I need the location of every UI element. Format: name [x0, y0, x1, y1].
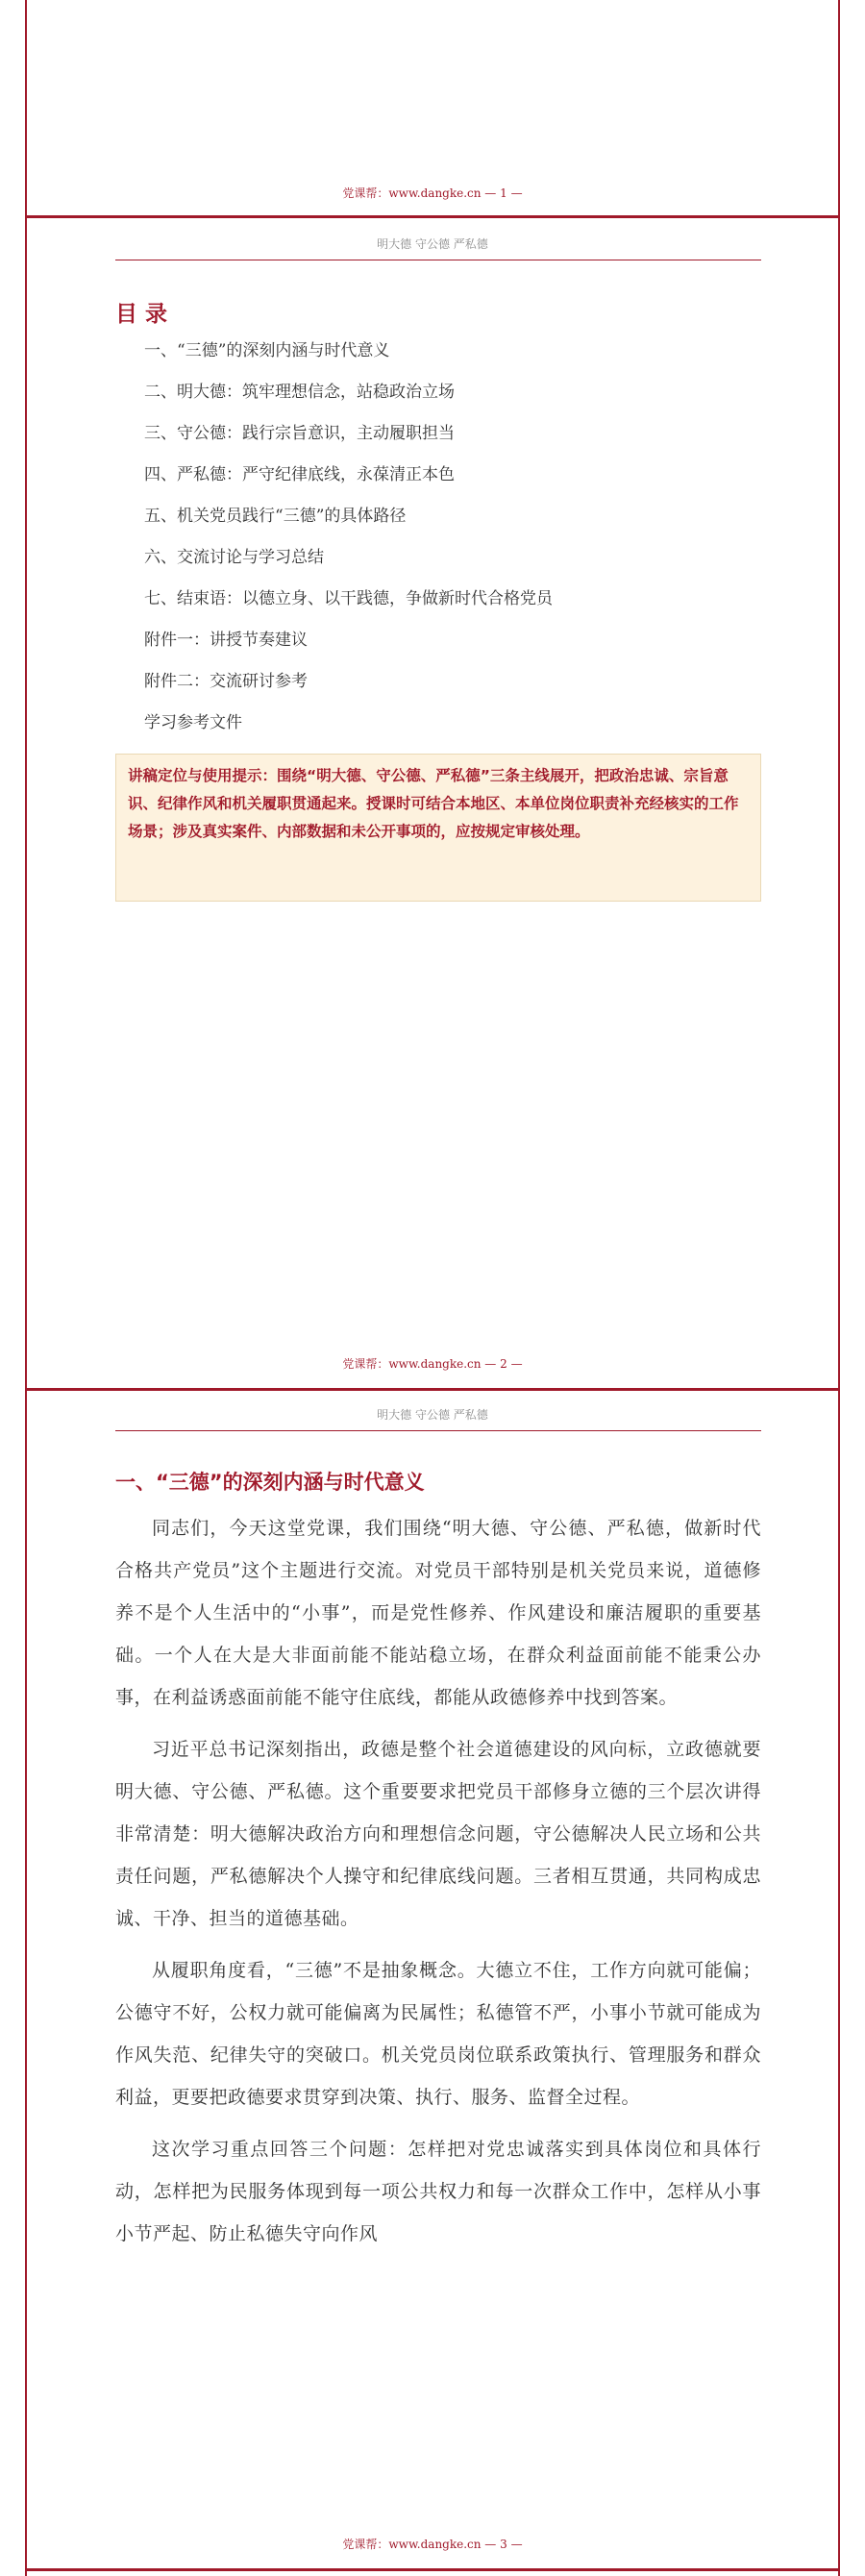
section-1-body — [115, 1507, 761, 2265]
body-paragraph: 习近平总书记深刻指出，政德是整个社会道德建设的风向标，立政德就要明大德、守公德、严私德。这个重要要求把党员干部修身立德的三个层次讲得非常清楚：明大德解决政治方向和理想信念问题，守公德解决人民立场和公共责任问题，严私德解决个人操守和纪律底线问题。三者相互贯通，共同构成忠诚、干净、担当的道德基础。 — [115, 1739, 761, 1929]
toc-item[interactable]: 一、“三德”的深刻内涵与时代意义 — [144, 341, 390, 360]
page-3-header: 明大德 守公德 严私德 — [377, 1408, 488, 1422]
toc-item[interactable]: 附件一：讲授节奏建议 — [144, 631, 308, 650]
toc-title: 目 录 — [115, 302, 168, 327]
page-1-footer: 党课帮：www.dangke.cn — 1 — — [342, 186, 523, 200]
page-3-header-rule — [115, 1430, 761, 1431]
page-2-footer: 党课帮：www.dangke.cn — 2 — — [342, 1357, 523, 1371]
page-1-frame — [25, 0, 840, 215]
usage-note-box: 讲稿定位与使用提示：围绕“明大德、守公德、严私德”三条主线展开，把政治忠诚、宗旨意识、纪律作风和机关履职贯通起来。授课时可结合本地区、本单位岗位职责补充经核实的工作场景；涉及真实案件、内部数据和未公开事项的，应按规定审核处理。 — [115, 754, 761, 902]
body-paragraph: 这次学习重点回答三个问题：怎样把对党忠诚落实到具体岗位和具体行动，怎样把为民服务体现到每一项公共权力和每一次群众工作中，怎样从小事小节严起、防止私德失守向作风 — [115, 2139, 761, 2244]
toc-item[interactable]: 四、严私德：严守纪律底线，永葆清正本色 — [144, 465, 455, 484]
toc-item[interactable]: 六、交流讨论与学习总结 — [144, 548, 324, 567]
toc-item[interactable]: 五、机关党员践行“三德”的具体路径 — [144, 507, 407, 526]
toc-item[interactable]: 三、守公德：践行宗旨意识，主动履职担当 — [144, 424, 455, 443]
section-1-title: 一、“三德”的深刻内涵与时代意义 — [115, 1471, 425, 1494]
table-of-contents — [144, 338, 553, 752]
toc-item[interactable]: 附件二：交流研讨参考 — [144, 672, 308, 691]
body-paragraph: 同志们，今天这堂党课，我们围绕“明大德、守公德、严私德，做新时代合格共产党员”这个主题进行交流。对党员干部特别是机关党员来说，道德修养不是个人生活中的“小事”，而是党性修养、作风建设和廉洁履职的重要基础。一个人在大是大非面前能不能站稳立场，在群众利益面前能不能秉公办事，在利益诱惑面前能不能守住底线，都能从政德修养中找到答案。 — [115, 1518, 761, 1708]
body-paragraph: 从履职角度看，“三德”不是抽象概念。大德立不住，工作方向就可能偏；公德守不好，公权力就可能偏离为民属性；私德管不严，小事小节就可能成为作风失范、纪律失守的突破口。机关党员岗位联系政策执行、管理服务和群众利益，更要把政德要求贯穿到决策、执行、服务、监督全过程。 — [115, 1960, 761, 2108]
page-3-footer: 党课帮：www.dangke.cn — 3 — — [342, 2538, 523, 2551]
toc-item[interactable]: 学习参考文件 — [144, 713, 242, 732]
page-bottom-edge — [25, 2568, 840, 2571]
toc-item[interactable]: 七、结束语：以德立身、以干践德，争做新时代合格党员 — [144, 589, 553, 608]
page-2-header: 明大德 守公德 严私德 — [377, 237, 488, 251]
toc-item[interactable]: 二、明大德：筑牢理想信念，站稳政治立场 — [144, 383, 455, 402]
